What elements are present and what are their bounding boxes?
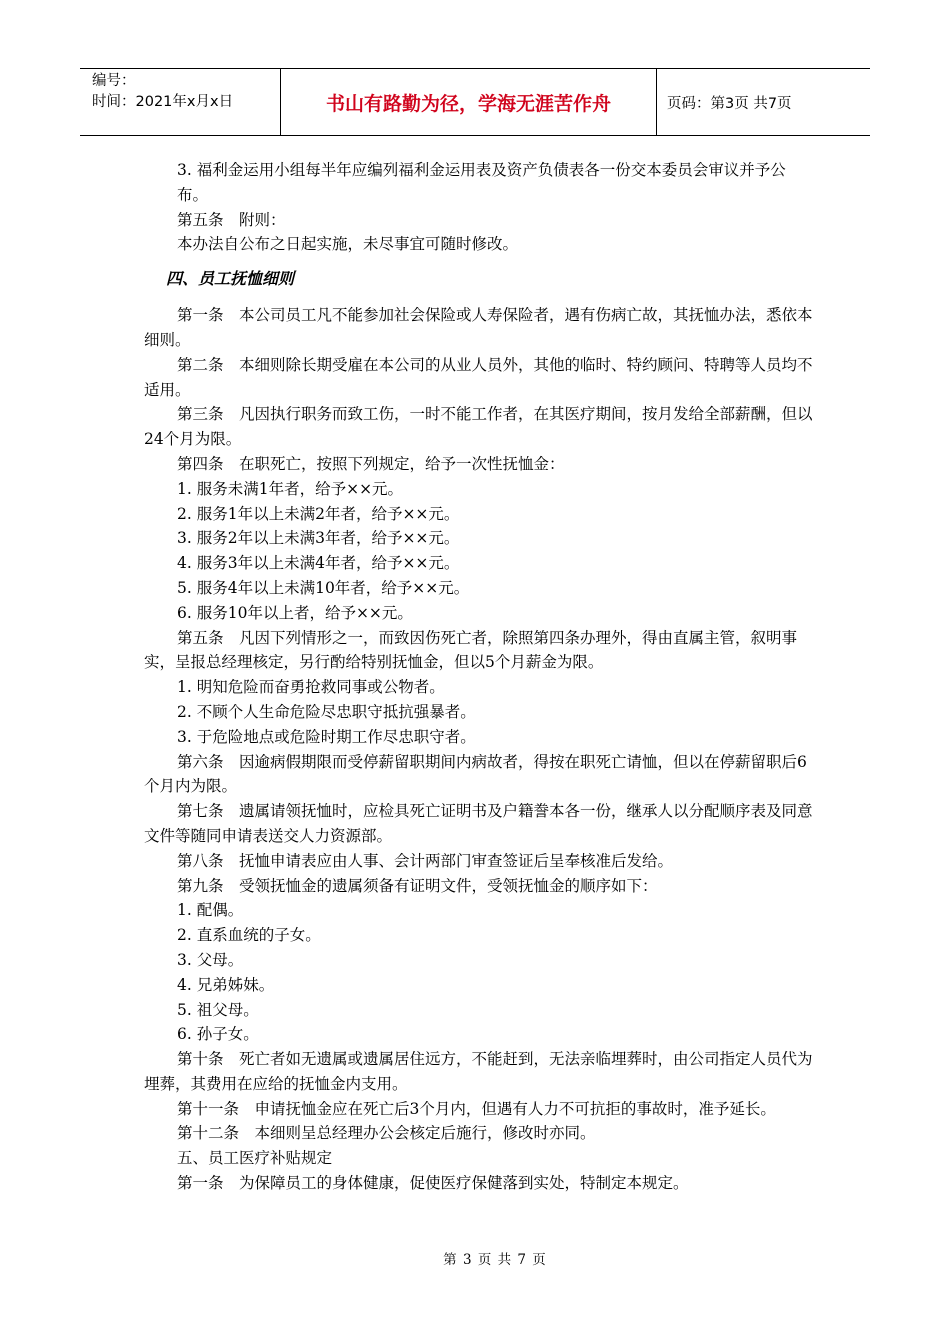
- document-time-label: 时间：2021年x月x日: [92, 94, 234, 110]
- page-header: [80, 68, 870, 136]
- document-number-label: 编号：: [92, 73, 136, 89]
- paragraph: 第一条 本公司员工凡不能参加社会保险或人寿保险者，遇有伤病亡故，其抚恤办法，悉依本细则。: [144, 306, 813, 349]
- paragraph: 第十二条 本细则呈总经理办公会核定后施行，修改时亦同。: [177, 1124, 596, 1143]
- paragraph: 第八条 抚恤申请表应由人事、会计两部门审查签证后呈奉核准后发给。: [177, 851, 674, 870]
- list-item: 1. 明知危险而奋勇抢救同事或公物者。: [177, 678, 445, 697]
- list-item: 3. 福利金运用小组每半年应编列福利金运用表及资产负债表各一份交本委员会审议并予公布。: [177, 161, 786, 204]
- paragraph: 第七条 遗属请领抚恤时，应检具死亡证明书及户籍誊本各一份，继承人以分配顺序表及同意文件等随同申请表送交人力资源部。: [144, 802, 813, 845]
- list-item: 3. 服务2年以上未满3年者，给予××元。: [177, 529, 460, 548]
- paragraph: 第二条 本细则除长期受雇在本公司的从业人员外，其他的临时、特约顾问、特聘等人员均不适用。: [144, 355, 813, 399]
- paragraph: 第六条 因逾病假期限而受停薪留职期间内病故者，得按在职死亡请恤，但以在停薪留职后6个月内为限。: [144, 752, 807, 796]
- list-item: 4. 服务3年以上未满4年者，给予××元。: [177, 554, 460, 573]
- paragraph: 第四条 在职死亡，按照下列规定，给予一次性抚恤金：: [177, 454, 565, 473]
- paragraph: 本办法自公布之日起实施，未尽事宜可随时修改。: [177, 235, 519, 254]
- list-item: 4. 兄弟姊妹。: [177, 975, 275, 994]
- list-item: 3. 父母。: [177, 950, 244, 969]
- section-heading: 四、员工抚恤细则: [166, 269, 295, 289]
- list-item: 2. 直系血统的子女。: [177, 926, 321, 945]
- list-item: 2. 服务1年以上未满2年者，给予××元。: [177, 504, 460, 523]
- header-page-info: 页码：第3页 共7页: [667, 95, 792, 112]
- header-left-cell: [80, 69, 280, 135]
- list-item: 1. 配偶。: [177, 901, 244, 920]
- header-motto: 书山有路勤为径，学海无涯苦作舟: [280, 69, 657, 135]
- paragraph: 第三条 凡因执行职务而致工伤，一时不能工作者，在其医疗期间，按月发给全部薪酬，但以24个月为限。: [144, 405, 813, 449]
- list-item: 5. 祖父母。: [177, 1000, 259, 1019]
- paragraph: 第一条 为保障员工的身体健康，促使医疗保健落到实处，特制定本规定。: [177, 1174, 689, 1193]
- paragraph: 第十一条 申请抚恤金应在死亡后3个月内，但遇有人力不可抗拒的事故时，准予延长。: [177, 1099, 776, 1118]
- list-item: 3. 于危险地点或危险时期工作尽忠职守者。: [177, 727, 476, 746]
- paragraph: 第五条 附则：: [177, 210, 286, 229]
- list-item: 2. 不顾个人生命危险尽忠职守抵抗强暴者。: [177, 702, 476, 721]
- document-body: [144, 158, 816, 1196]
- list-item: 6. 服务10年以上者，给予××元。: [177, 603, 413, 622]
- paragraph: 第九条 受领抚恤金的遗属须备有证明文件，受领抚恤金的顺序如下：: [177, 876, 658, 895]
- paragraph: 五、员工医疗补贴规定: [177, 1149, 333, 1168]
- list-item: 1. 服务未满1年者，给予××元。: [177, 479, 404, 498]
- list-item: 5. 服务4年以上未满10年者，给予××元。: [177, 578, 470, 597]
- list-item: 6. 孙子女。: [177, 1025, 259, 1044]
- paragraph: 第五条 凡因下列情形之一，而致因伤死亡者，除照第四条办理外，得由直属主管，叙明事实，呈报总经理核定，另行酌给特别抚恤金，但以5个月薪金为限。: [144, 628, 798, 672]
- paragraph: 第十条 死亡者如无遗属或遗属居住远方，不能赶到，无法亲临埋葬时，由公司指定人员代为埋葬，其费用在应给的抚恤金内支用。: [144, 1050, 813, 1093]
- page-footer: 第 3 页 共 7 页: [443, 1252, 547, 1268]
